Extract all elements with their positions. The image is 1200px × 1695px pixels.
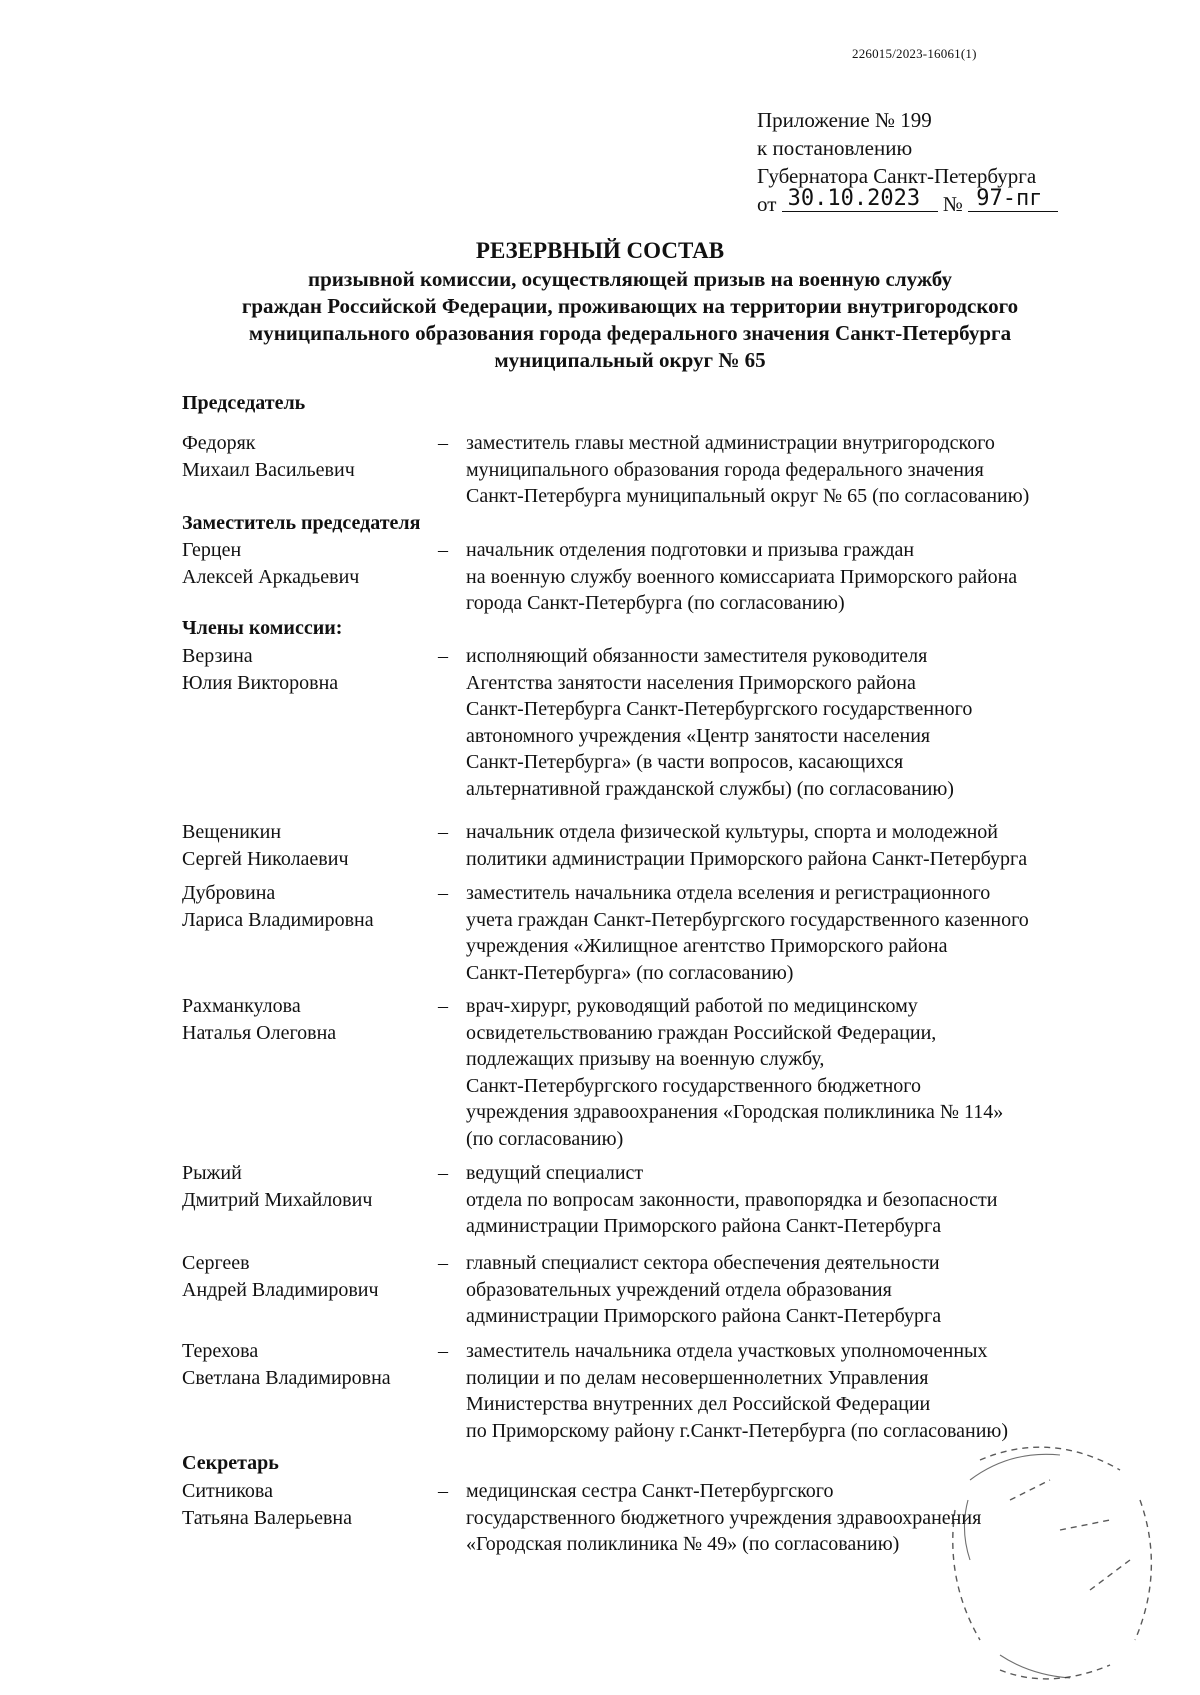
member-role: начальник отделения подготовки и призыва граждан на военную службу военного комиссариата Приморского района города Санкт-Петербурга (по согласованию) — [466, 539, 1018, 614]
document-registration-number: 226015/2023-16061(1) — [852, 46, 977, 61]
section-secretary: Секретарь — [182, 1452, 279, 1474]
dash: – — [438, 645, 448, 667]
decree-number: 97-пг — [968, 187, 1058, 212]
dash: – — [438, 539, 448, 561]
member-role: медицинская сестра Санкт-Петербургского государственного бюджетного учреждения здравоохранения «Городская поликлиника № 49» (по согласованию) — [466, 1480, 982, 1555]
member-name: Вещеникин Сергей Николаевич — [182, 821, 349, 870]
member-name: Рахманкулова Наталья Олеговна — [182, 995, 337, 1044]
member-role: заместитель начальника отдела участковых уполномоченных полиции и по делам несовершеннолетних Управления Министерства внутренних дел Российской Федерации по Приморскому району г.Санкт-Петербурга (по согласованию) — [466, 1340, 1009, 1442]
title-line-1: призывной комиссии, осуществляющей призыв на военную службу — [308, 267, 952, 291]
member-name: Верзина Юлия Викторовна — [182, 645, 339, 694]
member-name: Федоряк Михаил Васильевич — [182, 432, 355, 481]
section-members: Члены комиссии: — [182, 617, 343, 639]
member-name: Сергеев Андрей Владимирович — [182, 1252, 379, 1301]
appendix-reference: к постановлению — [757, 136, 913, 160]
member-role: заместитель главы местной администрации внутригородского муниципального образования города федерального значения Санкт-Петербурга муниципальный округ № 65 (по согласованию) — [466, 432, 1030, 507]
number-label: № — [942, 192, 963, 216]
member-role: врач-хирург, руководящий работой по медицинскому освидетельствованию граждан Российской Федерации, подлежащих призыву на военную службу, Санкт-Петербургского государственного бюджетного учреждения здравоохранения «Городская поликлиника № 114» (по согласованию) — [466, 995, 1004, 1150]
member-name: Дубровина Лариса Владимировна — [182, 882, 374, 931]
member-name: Ситникова Татьяна Валерьевна — [182, 1480, 352, 1529]
dash: – — [438, 1162, 448, 1184]
dash: – — [438, 432, 448, 454]
decree-date: 30.10.2023 — [782, 187, 938, 212]
dash: – — [438, 995, 448, 1017]
dash: – — [438, 1340, 448, 1362]
member-role: начальник отдела физической культуры, спорта и молодежной политики администрации Приморского района Санкт-Петербурга — [466, 821, 1028, 870]
stamp-seal-icon — [940, 1440, 1170, 1690]
from-label: от — [757, 192, 777, 216]
document-title — [0, 236, 1200, 374]
member-name: Рыжий Дмитрий Михайлович — [182, 1162, 373, 1211]
appendix-block — [757, 106, 1058, 218]
member-role: главный специалист сектора обеспечения деятельности образовательных учреждений отдела образования администрации Приморского района Санкт-Петербурга — [466, 1252, 942, 1327]
title-line-2: граждан Российской Федерации, проживающих на территории внутригородского — [241, 294, 1019, 318]
section-deputy-chairman: Заместитель председателя — [182, 512, 421, 534]
member-name: Герцен Алексей Аркадьевич — [182, 539, 360, 588]
member-role: заместитель начальника отдела вселения и регистрационного учета граждан Санкт-Петербургского государственного казенного учреждения «Жилищное агентство Приморского района Санкт-Петербурга» (по согласованию) — [466, 882, 1029, 984]
appendix-date-line — [757, 186, 1058, 218]
title-line-3: муниципального образования города федерального значения Санкт-Петербурга — [248, 321, 1012, 345]
dash: – — [438, 882, 448, 904]
member-name: Терехова Светлана Владимировна — [182, 1340, 391, 1389]
title-line-4: муниципальный округ № 65 — [494, 348, 766, 372]
dash: – — [438, 1480, 448, 1502]
section-chairman: Председатель — [182, 392, 306, 414]
member-role: ведущий специалист отдела по вопросам законности, правопорядка и безопасности администрации Приморского района Санкт-Петербурга — [466, 1162, 998, 1237]
dash: – — [438, 1252, 448, 1274]
title-main: РЕЗЕРВНЫЙ СОСТАВ — [475, 238, 725, 263]
dash: – — [438, 821, 448, 843]
member-role: исполняющий обязанности заместителя руководителя Агентства занятости населения Приморского района Санкт-Петербурга Санкт-Петербургского государственного автономного учреждения «Центр занятости населения Санкт-Петербурга» (в части вопросов, касающихся альтернативной гражданской службы) (по согласованию) — [466, 645, 973, 800]
appendix-number: Приложение № 199 — [757, 108, 932, 132]
appendix-issuer: Губернатора Санкт-Петербурга — [757, 164, 1037, 188]
